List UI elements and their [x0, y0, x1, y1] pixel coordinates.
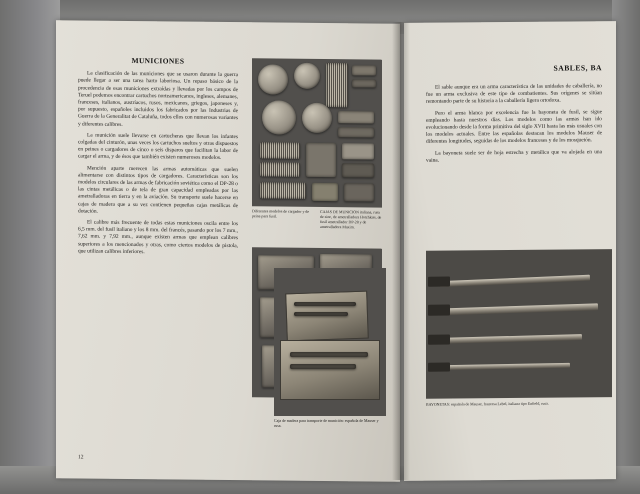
figure-caption: Caja de madera para transporte de munición: española de Mauser y rusa.: [274, 419, 379, 428]
left-page-text-column: [78, 56, 238, 257]
page-number: 12: [78, 454, 84, 461]
figure-caption: BAYONETAS: española de Mauser, francesa Lebel, italiana tipo Enfield, rusa.: [426, 401, 549, 407]
background-left: [0, 0, 60, 494]
right-page-title: SABLES, BA: [553, 63, 602, 73]
paragraph: La munición suele llevarse en cartucheras que llevan los infantes colgadas del cinturón, unas veces los cartuchos sueltos y otras dispuestos en peines o cargadores de cinco o seis disparos que facilitan la labor de cargar el arma, y de ésos que también existen numerosos modelos.: [78, 132, 238, 162]
book-gutter: [392, 22, 410, 480]
page-title: MUNICIONES: [131, 55, 185, 66]
wooden-crate-photo: [274, 268, 386, 416]
paragraph: La bayoneta suele ser de hoja estrecha y metálica que va alojada en una vaina.: [426, 148, 602, 164]
right-page-text-column: [426, 83, 602, 165]
bayonets-photo: [426, 249, 612, 399]
middle-figure-wrap: [274, 268, 386, 429]
figure-caption: Diferentes modelos de cargador y de peine para fusil.: [252, 209, 310, 219]
background-right: [612, 0, 640, 494]
paragraph: El sable aunque era un arma característica de las unidades de caballería, no fue un arma exclusiva de este tipo de combatientes. Sus orígenes se sitúan remontando parte de su historia a la caballería ligera ortodoxa.: [426, 83, 602, 106]
open-book-spread: [56, 22, 616, 480]
left-figure-captions: [252, 206, 382, 230]
paragraph: Mención aparte merecen las armas automáticas que suelen alimentarse con distintos tipos de cargadores. Características son los modelos circulares de las armas de fabricación soviética como el DP-28 o las cintas metálicas o de tela de gran capacidad empleadas por las ametralladoras en tierra y en la aviación. Su transporte suele hacerse en cajas de madera que a su vez contienen pequeñas cajas metálicas de dotación.: [78, 165, 238, 215]
paragraph: El calibre más frecuente de todas estas municiones oscila entre los 6,5 mm. del fusil italiano y los 8 mm. del francés, pasando por los 7 mm., 7,62 mm. y 7,92 mm., aunque existen armas que emplean calibres superiores a los mencionados y otras, como ciertos modelos de pistola, que utilizan calibres inferiores.: [78, 219, 238, 256]
right-page: [404, 21, 616, 481]
paragraph: La clasificación de las municiones que se usaron durante la guerra puede llegar a ser una tarea harto laboriosa. Un repaso básico de la procedencia de esas municiones extraídas y llevadas por los campos de Teruel podemos encontrar cartuchos norteamericanos, ingleses, alemanes, franceses, italianos, austríacos, rusos, mexicanos, griegos, japoneses y, por supuesto, españoles incluidos los fabricados por las Industrias de Guerra de la Generalitat de Cataluña, todos ellos con numerosas variantes y diferentes calibres.: [78, 70, 238, 128]
figure-caption: CAJAS DE MUNICION italiana, rusa de zinc, de ametralladora Hotchkiss, de fusil ametrallador DP-28 y de ametralladora Maxim.: [320, 209, 382, 230]
paragraph: Pero el arma blanca por excelencia fue la bayoneta de fusil, se sigue empleando hasta nuestros días. Los modelos como las armas han ido evolucionando desde la forma primitiva del siglo XVII hasta las más usuales con los modelos actuales. Entre las españolas destacan los modelos Mauser de diferentes longitudes, seguidas de los modelos franceses y de los mosquetón.: [426, 108, 602, 146]
ammunition-plate-photo: [252, 58, 382, 207]
